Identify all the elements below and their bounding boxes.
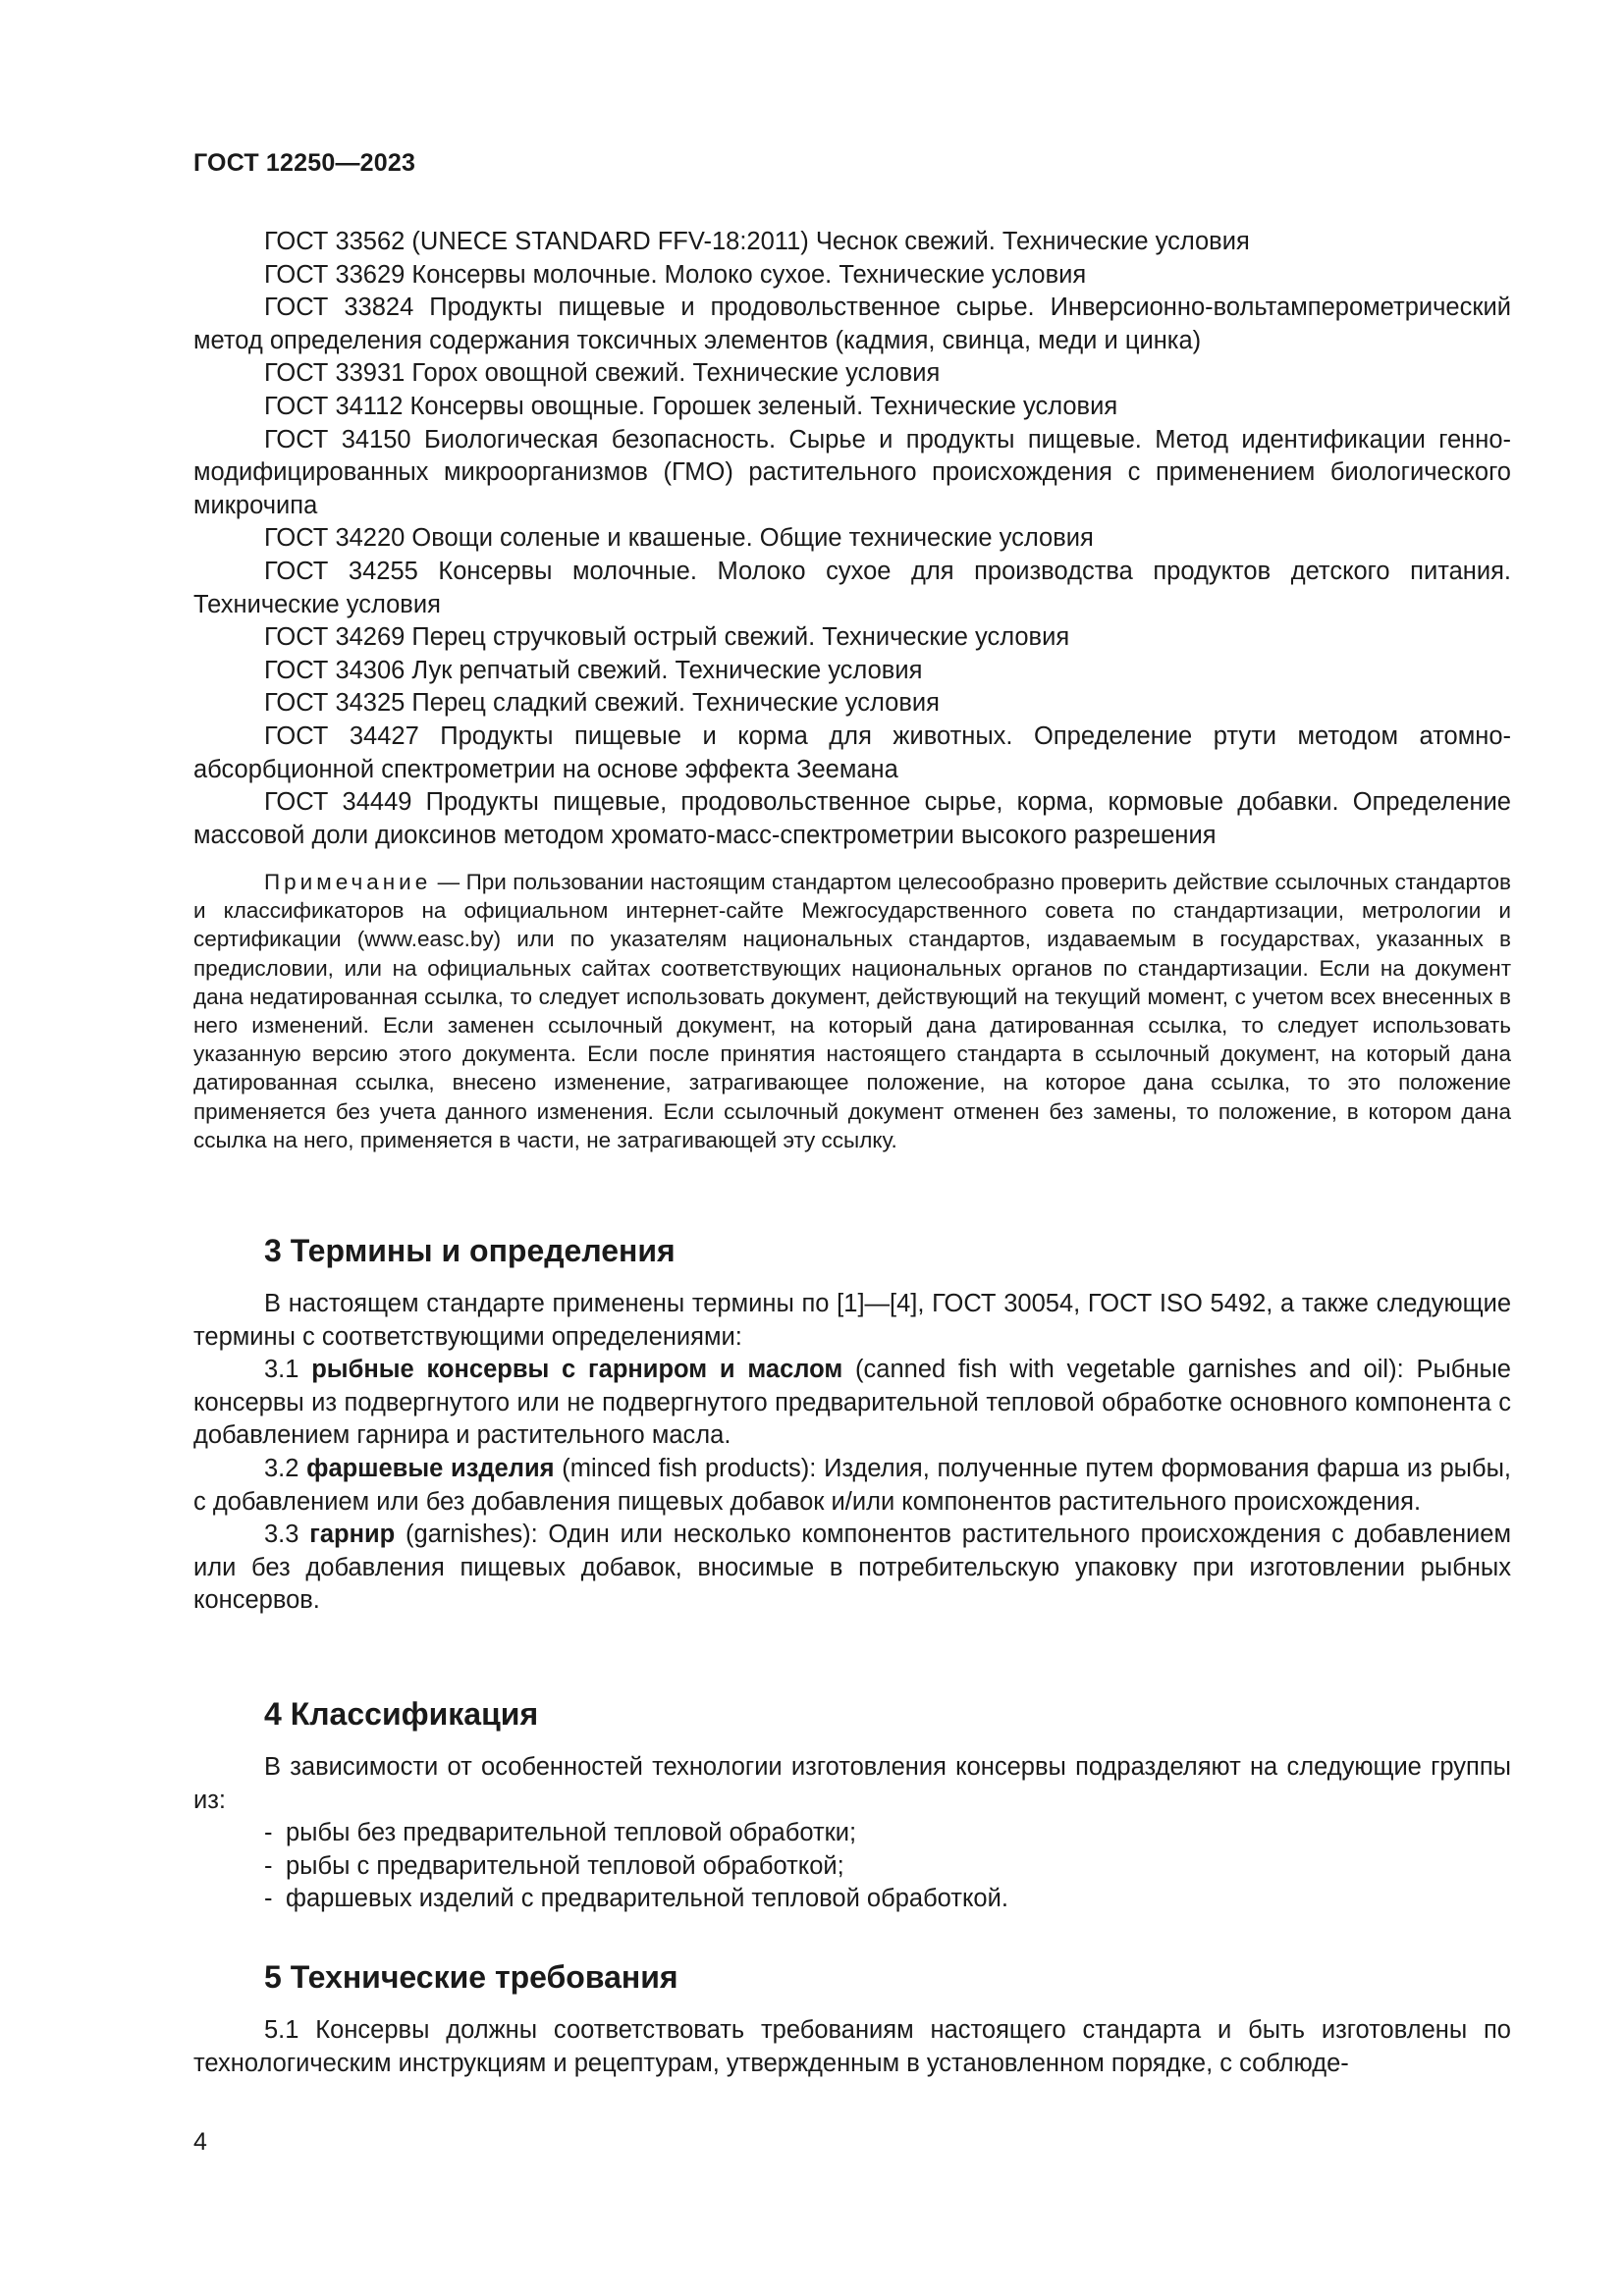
reference-item: ГОСТ 34427 Продукты пищевые и корма для животных. Определение ртути методом атомно-абсорбционной спектрометрии на основе эффекта Зеемана [193,721,1511,783]
reference-item: ГОСТ 34269 Перец стручковый острый свежий. Технические условия [264,623,1070,652]
section-5-paragraph: 5.1 Консервы должны соответствовать требованиям настоящего стандарта и быть изготовлены по технологическим инструкциям и рецептурам, утвержденным в установленном порядке, с соблюде- [193,2016,1511,2077]
section-4-body [193,1751,1511,1916]
list-dash: - [264,1851,273,1880]
term-text: (minced fish products): Изделия, полученные путем формования фарша из рыбы, с добавлением или без добавления пищевых добавок и/или компонентов растительного происхождения. [193,1454,1511,1516]
term-text: (garnishes): Один или несколько компонентов растительного происхождения с добавлением или без добавления пищевых добавок, вносимые в потребительскую упаковку при изготовлении рыбных консервов. [193,1521,1511,1615]
reference-item: ГОСТ 34325 Перец сладкий свежий. Технические условия [264,689,940,718]
list-dash: - [264,1819,273,1847]
term-text: (canned fish with vegetable garnishes and oil): Рыбные консервы из подвергнутого или не подвергнутого предварительной тепловой обработке основного компонента с добавлением гарнира и растительного масла. [193,1356,1511,1450]
references-list [193,226,1511,852]
list-item: - фаршевых изделий с предварительной тепловой обработкой. [193,1883,1511,1916]
section-3-heading: 3 Термины и определения [264,1233,676,1268]
section-3-intro: В настоящем стандарте применены термины по [1]—[4], ГОСТ 30054, ГОСТ ISO 5492, а также следующие термины с соответствующими определениями: [193,1290,1511,1351]
reference-item: ГОСТ 34112 Консервы овощные. Горошек зеленый. Технические условия [264,392,1118,420]
list-item: - рыбы с предварительной тепловой обработкой; [193,1850,1511,1884]
reference-item: ГОСТ 34255 Консервы молочные. Молоко сухое для производства продуктов детского питания. Технические условия [193,557,1511,618]
term-definition [193,1354,1511,1453]
term-definition [193,1519,1511,1618]
section-3-body [193,1288,1511,1618]
document-header: ГОСТ 12250—2023 [193,149,416,177]
term-number: 3.3 [264,1521,310,1549]
reference-item: ГОСТ 33562 (UNECE STANDARD FFV-18:2011) Чеснок свежий. Технические условия [264,228,1250,255]
term-number: 3.2 [264,1454,307,1482]
term-number: 3.1 [264,1356,312,1384]
term-definition [193,1453,1511,1519]
term-name: фаршевые изделия [306,1454,555,1482]
note-label: Примечание [264,870,432,894]
section-4-heading: 4 Классификация [264,1696,539,1732]
reference-item: ГОСТ 34449 Продукты пищевые, продовольственное сырье, корма, кормовые добавки. Определение массовой доли диоксинов методом хромато-масс-спектрометрии высокого разрешения [193,788,1511,849]
reference-item: ГОСТ 33629 Консервы молочные. Молоко сухое. Технические условия [264,260,1087,289]
note-paragraph [193,868,1511,1154]
reference-item: ГОСТ 34306 Лук репчатый свежий. Технические условия [264,656,923,684]
term-name: рыбные консервы с гарниром и маслом [311,1356,843,1384]
term-name: гарнир [309,1521,396,1549]
section-4-intro: В зависимости от особенностей технологии изготовления консервы подразделяют на следующие группы из: [193,1753,1511,1814]
reference-item: ГОСТ 33824 Продукты пищевые и продовольственное сырье. Инверсионно-вольтамперометрический метод определения содержания токсичных элементов (кадмия, свинца, меди и цинка) [193,294,1511,354]
list-item: - рыбы без предварительной тепловой обработки; [193,1817,1511,1850]
reference-item: ГОСТ 34150 Биологическая безопасность. Сырье и продукты пищевые. Метод идентификации генно-модифицированных микроорганизмов (ГМО) растительного происхождения с применением биологического микрочипа [193,425,1511,519]
note-text: — При пользовании настоящим стандартом целесообразно проверить действие ссылочных стандартов и классификаторов на официальном интернет-сайте Межгосударственного совета по стандартизации, метрологии и сертификации (www.easc.by) или по указателям национальных стандартов, издаваемым в государствах, указанных в предисловии, или на официальных сайтах соответствующих национальных органов по стандартизации. Если на документ дана недатированная ссылка, то следует использовать документ, действующий на текущий момент, с учетом всех внесенных в него изменений. Если заменен ссылочный документ, на который дана датированная ссылка, то следует использовать указанную версию этого документа. Если после принятия настоящего стандарта в ссылочный документ, на который дана датированная ссылка, внесено изменение, затрагивающее положение, на которое дана ссылка, то это положение применяется без учета данного изменения. Если ссылочный документ отменен без замены, то положение, в котором дана ссылка на него, применяется в части, не затрагивающей эту ссылку. [193,870,1511,1152]
reference-item: ГОСТ 34220 Овощи соленые и квашеные. Общие технические условия [264,524,1094,553]
page-number: 4 [193,2128,207,2156]
section-5-body [193,2014,1511,2080]
reference-item: ГОСТ 33931 Горох овощной свежий. Технические условия [264,359,941,388]
section-5-heading: 5 Технические требования [264,1959,678,1995]
list-dash: - [264,1885,273,1913]
